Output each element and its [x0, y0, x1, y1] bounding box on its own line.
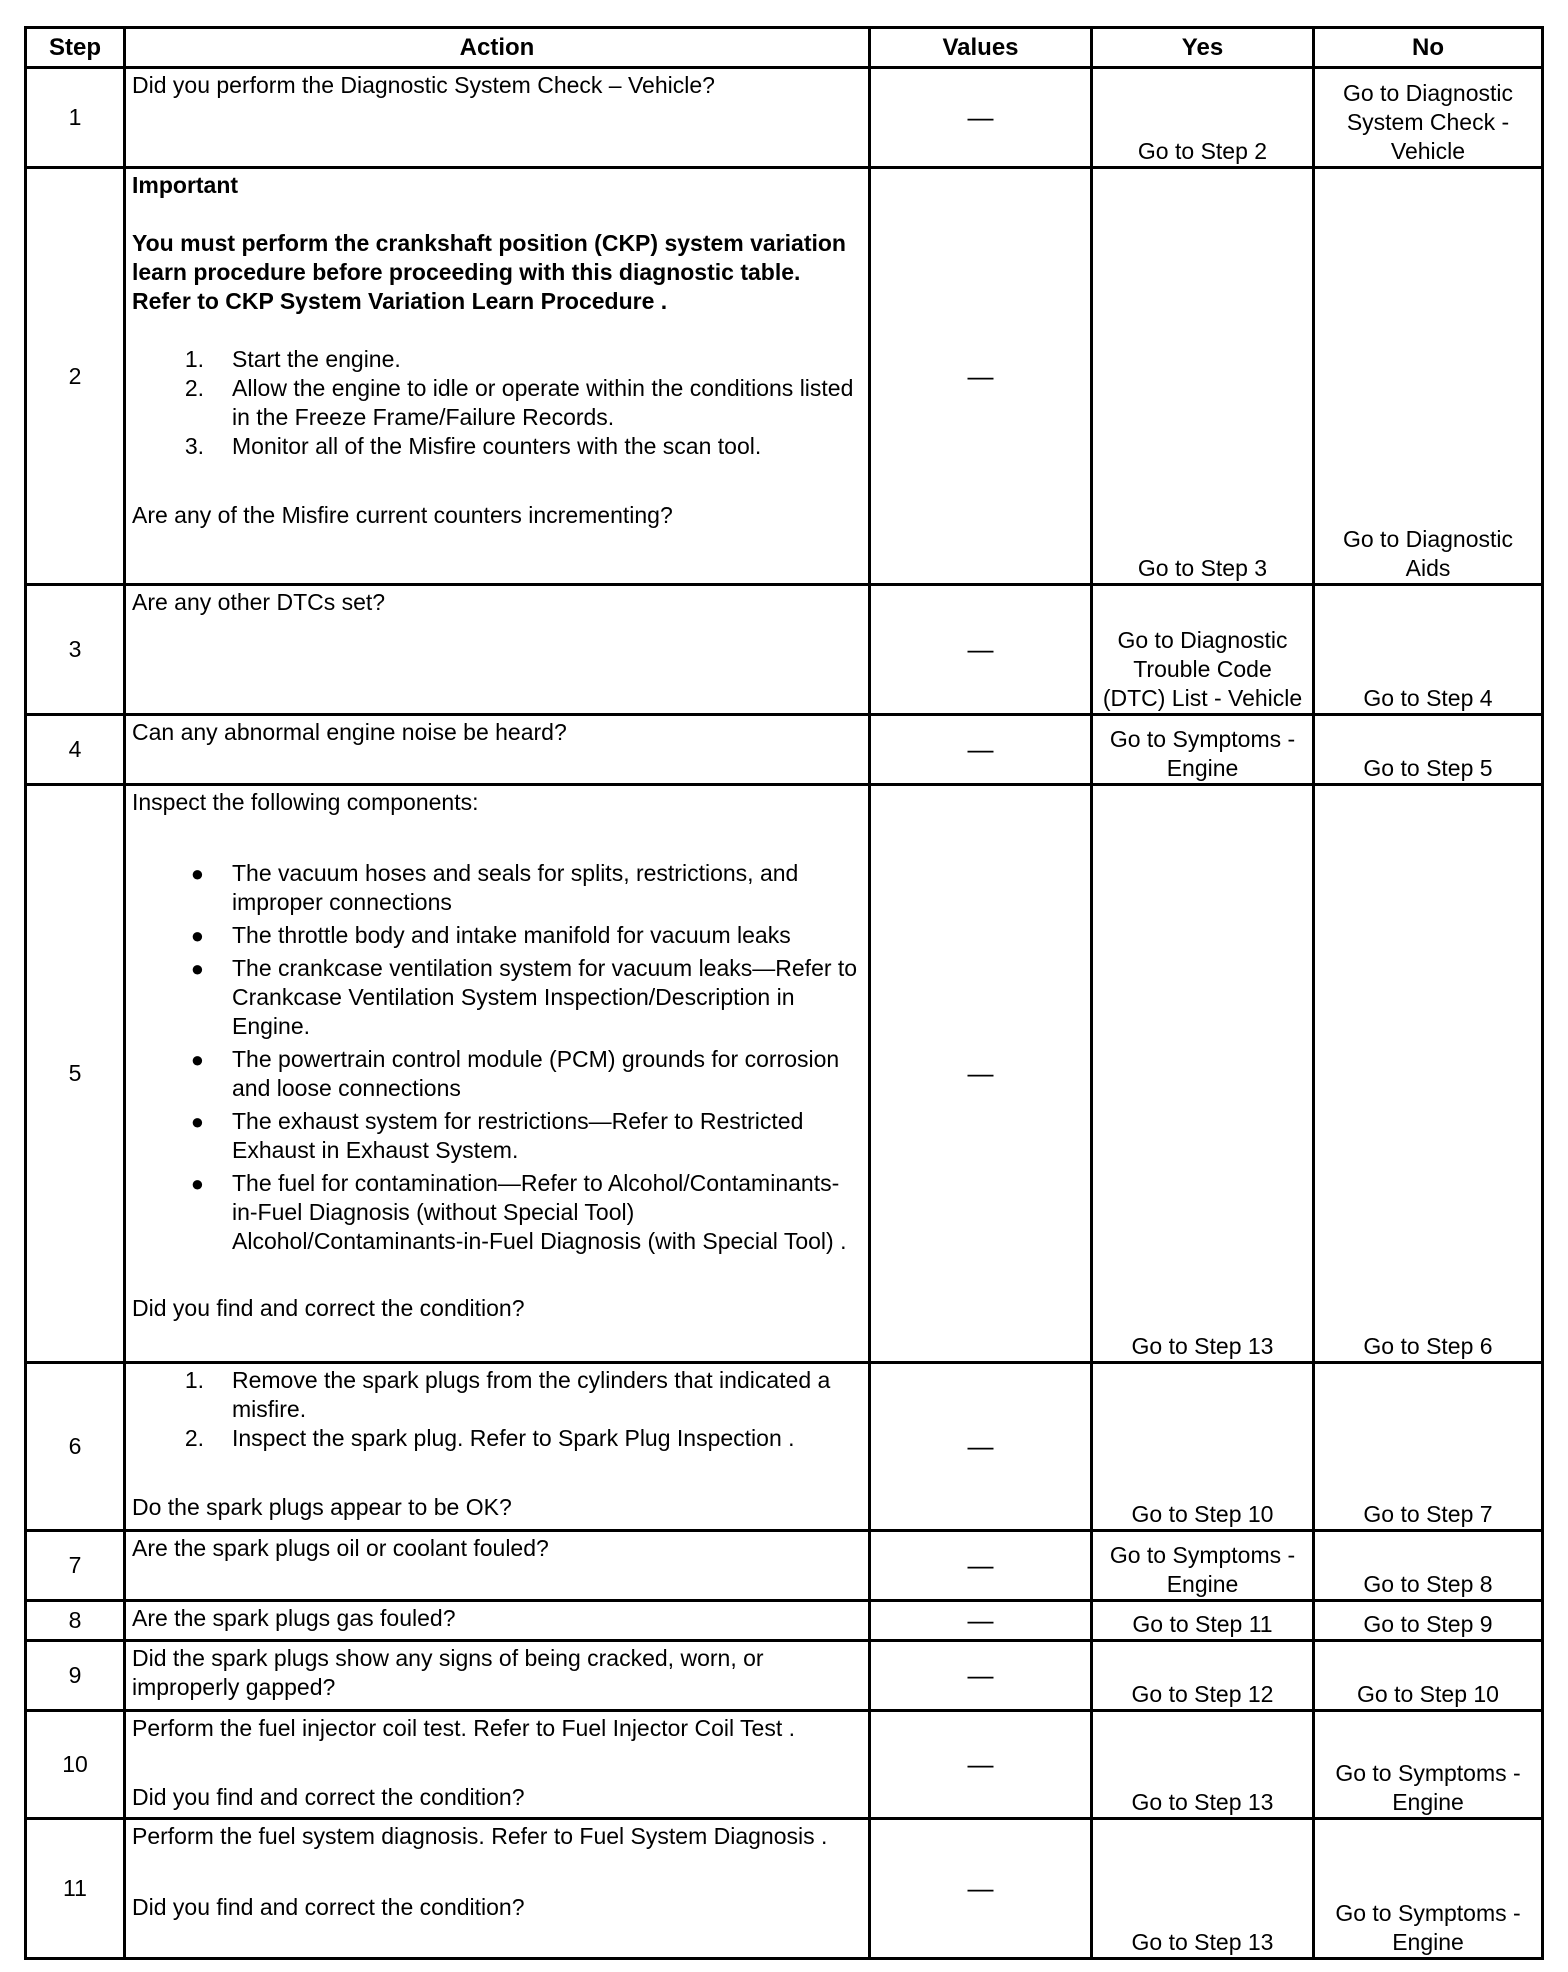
- no-link[interactable]: Go to Step 10: [1314, 1641, 1543, 1711]
- table-row: [26, 785, 1543, 1363]
- table-row: [26, 715, 1543, 785]
- action-question: Did the spark plugs show any signs of being cracked, worn, or improperly gapped?: [132, 1645, 764, 1700]
- step-number: 8: [26, 1601, 125, 1641]
- diagnostic-table: [24, 26, 1544, 1960]
- table-row: [26, 1531, 1543, 1601]
- bullet-icon: ●: [190, 956, 204, 981]
- header-step: Step: [26, 28, 125, 68]
- bullet-icon: ●: [190, 923, 204, 948]
- action-cell: [125, 1601, 870, 1641]
- step-number: 4: [26, 715, 125, 785]
- header-row: [26, 28, 1543, 68]
- yes-link[interactable]: Go to Step 13: [1092, 785, 1314, 1363]
- action-question: Are any other DTCs set?: [132, 589, 386, 615]
- yes-link[interactable]: Go to Step 3: [1092, 168, 1314, 585]
- values-cell: —: [870, 585, 1092, 715]
- step-number: 7: [26, 1531, 125, 1601]
- yes-link[interactable]: Go to Step 11: [1092, 1601, 1314, 1641]
- action-cell: [125, 785, 870, 1363]
- action-intro: Inspect the following components:: [132, 789, 479, 815]
- values-cell: —: [870, 1641, 1092, 1711]
- list-number: 2.: [184, 375, 204, 401]
- table-row: [26, 1819, 1543, 1959]
- header-values: Values: [870, 28, 1092, 68]
- action-question: Can any abnormal engine noise be heard?: [132, 719, 567, 745]
- no-link[interactable]: Go to Diagnostic System Check - Vehicle: [1314, 68, 1543, 168]
- action-text: Perform the fuel system diagnosis. Refer to Fuel System Diagnosis .: [132, 1823, 828, 1849]
- no-link[interactable]: Go to Step 6: [1314, 785, 1543, 1363]
- header-action: Action: [125, 28, 870, 68]
- table-row: [26, 1363, 1543, 1531]
- step-number: 5: [26, 785, 125, 1363]
- no-link[interactable]: Go to Symptoms - Engine: [1314, 1711, 1543, 1819]
- list-number: 3.: [184, 433, 204, 459]
- list-number: 2.: [184, 1425, 204, 1451]
- values-cell: —: [870, 168, 1092, 585]
- yes-link[interactable]: Go to Step 13: [1092, 1711, 1314, 1819]
- yes-link[interactable]: Go to Symptoms - Engine: [1092, 1531, 1314, 1601]
- action-question: Do the spark plugs appear to be OK?: [132, 1494, 512, 1520]
- table-row: [26, 168, 1543, 585]
- action-cell: [125, 1531, 870, 1601]
- action-question: Did you perform the Diagnostic System Check – Vehicle?: [132, 72, 715, 98]
- bullet-icon: ●: [190, 1171, 204, 1196]
- list-item: The throttle body and intake manifold for vacuum leaks: [232, 922, 791, 948]
- important-note: You must perform the crankshaft position (CKP) system variation learn procedure before proceeding with this diagnostic table. Refer to CKP System Variation Learn Procedure .: [132, 230, 846, 314]
- action-question: Are any of the Misfire current counters incrementing?: [132, 502, 673, 528]
- action-cell: [125, 168, 870, 585]
- action-cell: [125, 715, 870, 785]
- header-no: No: [1314, 28, 1543, 68]
- list-item: The exhaust system for restrictions—Refer to Restricted Exhaust in Exhaust System.: [232, 1108, 804, 1163]
- values-cell: —: [870, 68, 1092, 168]
- no-link[interactable]: Go to Step 7: [1314, 1363, 1543, 1531]
- values-cell: —: [870, 1819, 1092, 1959]
- step-number: 6: [26, 1363, 125, 1531]
- table-row: [26, 1601, 1543, 1641]
- no-link[interactable]: Go to Step 5: [1314, 715, 1543, 785]
- action-question: Are the spark plugs oil or coolant fouled?: [132, 1535, 549, 1561]
- no-link[interactable]: Go to Step 8: [1314, 1531, 1543, 1601]
- action-cell: [125, 1641, 870, 1711]
- values-cell: —: [870, 1531, 1092, 1601]
- values-cell: —: [870, 1363, 1092, 1531]
- step-number: 9: [26, 1641, 125, 1711]
- list-item: The vacuum hoses and seals for splits, restrictions, and improper connections: [232, 860, 799, 915]
- action-cell: [125, 1363, 870, 1531]
- step-number: 3: [26, 585, 125, 715]
- list-item: The crankcase ventilation system for vacuum leaks—Refer to Crankcase Ventilation System Inspection/Description in Engine.: [232, 955, 858, 1039]
- important-heading: Important: [132, 172, 239, 198]
- table-row: [26, 585, 1543, 715]
- list-item: Remove the spark plugs from the cylinders that indicated a misfire.: [232, 1367, 831, 1422]
- yes-link[interactable]: Go to Step 10: [1092, 1363, 1314, 1531]
- yes-link[interactable]: Go to Step 2: [1092, 68, 1314, 168]
- bullet-icon: ●: [190, 1109, 204, 1134]
- values-cell: —: [870, 715, 1092, 785]
- yes-link[interactable]: Go to Symptoms - Engine: [1092, 715, 1314, 785]
- table-row: [26, 68, 1543, 168]
- list-item: Start the engine.: [232, 346, 401, 372]
- yes-link[interactable]: Go to Step 13: [1092, 1819, 1314, 1959]
- bullet-icon: ●: [190, 861, 204, 886]
- action-question: Did you find and correct the condition?: [132, 1894, 525, 1920]
- action-cell: [125, 1819, 870, 1959]
- table-row: [26, 1641, 1543, 1711]
- values-cell: —: [870, 1711, 1092, 1819]
- no-link[interactable]: Go to Symptoms - Engine: [1314, 1819, 1543, 1959]
- list-item: Monitor all of the Misfire counters with the scan tool.: [232, 433, 762, 459]
- header-yes: Yes: [1092, 28, 1314, 68]
- list-item: The fuel for contamination—Refer to Alcohol/Contaminants-in-Fuel Diagnosis (without Special Tool) Alcohol/Contaminants-in-Fuel Diagnosis (with Special Tool) .: [232, 1170, 847, 1254]
- action-cell: [125, 1711, 870, 1819]
- list-item: The powertrain control module (PCM) grounds for corrosion and loose connections: [232, 1046, 840, 1101]
- step-number: 1: [26, 68, 125, 168]
- step-number: 11: [26, 1819, 125, 1959]
- action-question: Did you find and correct the condition?: [132, 1295, 525, 1321]
- values-cell: —: [870, 1601, 1092, 1641]
- action-question: Did you find and correct the condition?: [132, 1784, 525, 1810]
- action-cell: [125, 68, 870, 168]
- action-text: Perform the fuel injector coil test. Refer to Fuel Injector Coil Test .: [132, 1715, 796, 1741]
- values-cell: —: [870, 785, 1092, 1363]
- no-link[interactable]: Go to Diagnostic Aids: [1314, 168, 1543, 585]
- list-item: Inspect the spark plug. Refer to Spark Plug Inspection .: [232, 1425, 795, 1451]
- list-number: 1.: [184, 346, 204, 372]
- list-number: 1.: [184, 1367, 204, 1393]
- no-link[interactable]: Go to Step 9: [1314, 1601, 1543, 1641]
- step-number: 2: [26, 168, 125, 585]
- no-link[interactable]: Go to Step 4: [1314, 585, 1543, 715]
- table-row: [26, 1711, 1543, 1819]
- list-item: Allow the engine to idle or operate within the conditions listed in the Freeze Frame/Failure Records.: [232, 375, 854, 430]
- action-cell: [125, 585, 870, 715]
- yes-link[interactable]: Go to Diagnostic Trouble Code (DTC) List - Vehicle: [1092, 585, 1314, 715]
- bullet-icon: ●: [190, 1047, 204, 1072]
- yes-link[interactable]: Go to Step 12: [1092, 1641, 1314, 1711]
- step-number: 10: [26, 1711, 125, 1819]
- action-question: Are the spark plugs gas fouled?: [132, 1605, 456, 1631]
